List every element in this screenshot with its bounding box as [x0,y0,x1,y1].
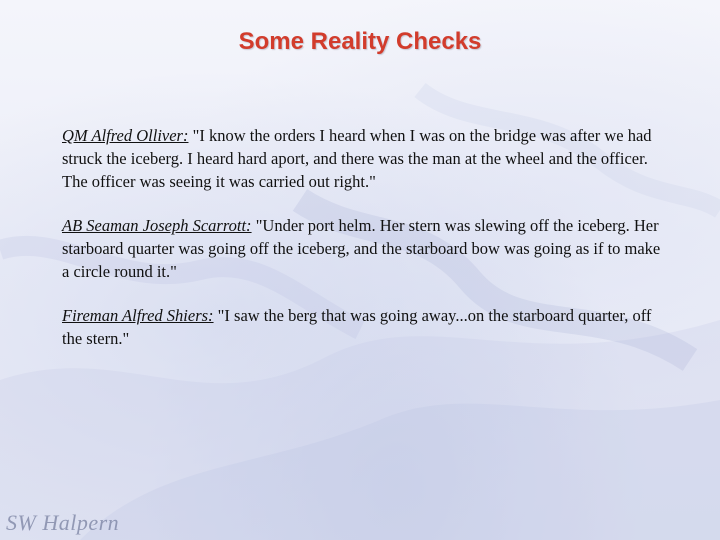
quote-speaker: Fireman Alfred Shiers: [62,306,214,325]
quote-speaker: QM Alfred Olliver: [62,126,189,145]
quote-text: "I know the orders I heard when I was on the bridge was after we had struck the iceberg. I heard hard aport, and there was the man at the wheel and the officer. The officer was seeing it was carried out right." [62,126,652,191]
author-signature: SW Halpern [6,510,120,535]
quotes-list [62,124,662,371]
quote-item [62,124,662,193]
quote-item [62,214,662,283]
quote-text: "Under port helm. Her stern was slewing off the iceberg. Her starboard quarter was going off the iceberg, and the starboard bow was going as if to make a circle round it." [62,216,661,281]
quote-speaker: AB Seaman Joseph Scarrott: [62,216,252,235]
quote-text: "I saw the berg that was going away...on the starboard quarter, off the stern." [62,306,652,348]
slide-title: Some Reality Checks [238,28,482,55]
quote-item [62,304,662,350]
